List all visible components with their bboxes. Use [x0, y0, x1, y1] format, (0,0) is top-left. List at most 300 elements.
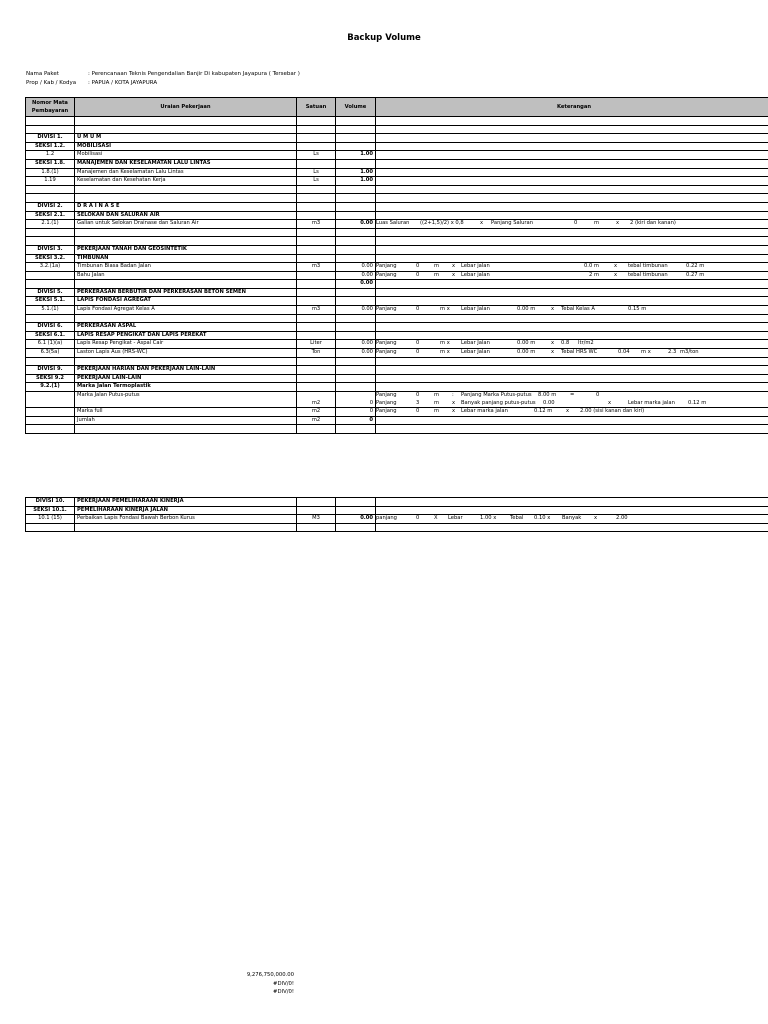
uraian-cell: Laston Lapis Aus (HRS-WC)	[75, 349, 297, 358]
table-row	[26, 297, 768, 306]
meta-label: Nama Paket	[26, 71, 59, 77]
satuan-cell: m2	[297, 416, 336, 425]
satuan-cell	[297, 392, 336, 400]
header-nomor: Nomor Mata Pembayaran	[26, 98, 75, 117]
nomor-cell: DIVISI 1.	[26, 134, 75, 143]
volume-cell	[336, 357, 376, 366]
volume-cell: 0	[336, 408, 376, 417]
volume-cell	[336, 228, 376, 237]
satuan-cell	[297, 288, 336, 297]
satuan-cell	[297, 383, 336, 392]
keterangan-token: x	[452, 271, 456, 278]
volume-cell	[336, 297, 376, 306]
satuan-cell: Ls	[297, 151, 336, 160]
table-row	[26, 366, 768, 375]
uraian-cell: PEKERJAAN PEMELIHARAAN KINERJA	[75, 498, 297, 507]
uraian-cell: Lapis Resap Pengikat - Aspal Cair	[75, 340, 297, 349]
keterangan-token: 0	[416, 408, 420, 415]
keterangan-token: m x	[440, 340, 450, 347]
satuan-cell	[297, 125, 336, 134]
keterangan-token: Panjang	[376, 263, 397, 270]
uraian-cell	[75, 228, 297, 237]
table-row	[26, 202, 768, 211]
keterangan-token: 8.00 m	[538, 392, 557, 398]
table-row	[26, 306, 768, 315]
volume-cell	[336, 288, 376, 297]
nomor-cell: SEKSI 3.2.	[26, 254, 75, 263]
satuan-cell	[297, 185, 336, 194]
keterangan-token: ltr/m2	[578, 340, 594, 347]
satuan-cell: M3	[297, 515, 336, 524]
nomor-cell: DIVISI 9.	[26, 366, 75, 375]
keterangan-token: m	[434, 392, 440, 398]
keterangan-cell	[376, 498, 768, 507]
table-row	[26, 383, 768, 392]
nomor-cell	[26, 237, 75, 246]
table-row	[26, 349, 768, 358]
volume-cell	[336, 125, 376, 134]
keterangan-token: x	[452, 263, 456, 270]
nomor-cell: SEKSI 1.2.	[26, 142, 75, 151]
keterangan-token: Lebar Jalan	[461, 306, 490, 313]
keterangan-token: m	[434, 263, 440, 270]
satuan-cell	[297, 506, 336, 515]
table-row	[26, 331, 768, 340]
volume-cell: 0	[336, 400, 376, 408]
keterangan-cell	[376, 515, 768, 524]
satuan-cell	[297, 194, 336, 203]
uraian-cell: PERKERASAN BERBUTIR DAN PERKERASAN BETON SEMEN	[75, 288, 297, 297]
keterangan-cell	[376, 142, 768, 151]
keterangan-cell	[376, 228, 768, 237]
uraian-cell	[75, 117, 297, 126]
table-row	[26, 263, 768, 272]
nomor-cell	[26, 425, 75, 434]
keterangan-cell	[376, 357, 768, 366]
nomor-cell	[26, 408, 75, 417]
table-row	[26, 288, 768, 297]
keterangan-token: 0	[416, 392, 420, 398]
keterangan-token: 0.8	[561, 340, 570, 347]
keterangan-token: Banyak panjang putus-putus	[461, 399, 536, 406]
table-row	[26, 194, 768, 203]
keterangan-token: 0.12 m	[688, 399, 707, 406]
keterangan-token: panjang	[376, 515, 397, 522]
keterangan-token: Lebar	[448, 515, 463, 522]
table-row	[26, 220, 768, 229]
table-row	[26, 237, 768, 246]
keterangan-cell	[376, 383, 768, 392]
uraian-cell: Keselamatan dan Kesehatan Kerja	[75, 177, 297, 186]
uraian-cell	[75, 400, 297, 408]
uraian-cell: D R A I N A S E	[75, 202, 297, 211]
table-header	[26, 98, 768, 117]
keterangan-cell	[376, 280, 768, 289]
table-row	[26, 280, 768, 289]
keterangan-token: 2.00 (sisi kanan dan kiri)	[580, 408, 645, 415]
keterangan-cell	[376, 185, 768, 194]
volume-cell	[336, 211, 376, 220]
table-row	[26, 498, 768, 507]
keterangan-cell	[376, 366, 768, 375]
uraian-cell	[75, 194, 297, 203]
keterangan-token: m	[434, 271, 440, 278]
nomor-cell: SEKSI 2.1.	[26, 211, 75, 220]
nomor-cell	[26, 228, 75, 237]
keterangan-cell	[376, 288, 768, 297]
uraian-cell	[75, 125, 297, 134]
keterangan-token: tebal timbunan	[628, 271, 668, 278]
uraian-cell: Marka Jalan Termoplastik	[75, 383, 297, 392]
nomor-cell	[26, 117, 75, 126]
table-row	[26, 125, 768, 134]
keterangan-token: Panjang	[376, 306, 397, 313]
satuan-cell: m2	[297, 408, 336, 417]
volume-cell: 0.00	[336, 220, 376, 229]
uraian-cell	[75, 237, 297, 246]
volume-cell	[336, 523, 376, 532]
uraian-cell: LAPIS RESAP PENGIKAT DAN LAPIS PEREKAT	[75, 331, 297, 340]
keterangan-token: m3/ton	[680, 349, 699, 356]
keterangan-token: 0.15 m	[628, 306, 647, 313]
volume-cell	[336, 506, 376, 515]
keterangan-token: x	[551, 306, 555, 313]
satuan-cell	[297, 228, 336, 237]
keterangan-token: :	[452, 392, 454, 398]
uraian-cell: PEKERJAAN HARIAN DAN PEKERJAAN LAIN-LAIN	[75, 366, 297, 375]
uraian-cell: Galian untuk Selokan Drainase dan Saluran Air	[75, 220, 297, 229]
keterangan-token: x	[452, 399, 456, 406]
nomor-cell: DIVISI 5.	[26, 288, 75, 297]
keterangan-token: Panjang	[376, 392, 397, 398]
satuan-cell	[297, 237, 336, 246]
volume-cell	[336, 392, 376, 400]
uraian-cell: PERKERASAN ASPAL	[75, 323, 297, 332]
keterangan-cell	[376, 506, 768, 515]
keterangan-cell	[376, 271, 768, 280]
keterangan-token: x	[551, 349, 555, 356]
keterangan-token: 0.22 m	[686, 263, 705, 270]
uraian-cell: U M U M	[75, 134, 297, 143]
footer-totals	[246, 971, 294, 997]
keterangan-token: Lebar Jalan	[461, 340, 490, 347]
uraian-cell: PEKERJAAN LAIN-LAIN	[75, 374, 297, 383]
satuan-cell: m3	[297, 220, 336, 229]
keterangan-cell	[376, 297, 768, 306]
keterangan-token: m	[434, 408, 440, 415]
keterangan-token: 2 (kiri dan kanan)	[630, 220, 676, 227]
volume-cell: 1.00	[336, 177, 376, 186]
nomor-cell: 6.3(5a)	[26, 349, 75, 358]
uraian-cell: Mobilisasi	[75, 151, 297, 160]
keterangan-token: 0.00 m	[517, 340, 536, 347]
volume-cell: 0.00	[336, 263, 376, 272]
header-satuan: Satuan	[297, 98, 336, 117]
uraian-cell: TIMBUNAN	[75, 254, 297, 263]
table-row	[26, 151, 768, 160]
table-row	[26, 340, 768, 349]
keterangan-token: Tebal	[510, 515, 524, 522]
volume-cell	[336, 134, 376, 143]
satuan-cell	[297, 331, 336, 340]
keterangan-token: m x	[440, 306, 450, 313]
table-row	[26, 425, 768, 434]
keterangan-token: Lebar jalan	[461, 271, 490, 278]
keterangan-token: Lebar marka jalan	[461, 408, 508, 415]
nomor-cell: 1.19	[26, 177, 75, 186]
keterangan-cell	[376, 254, 768, 263]
nomor-cell	[26, 523, 75, 532]
satuan-cell	[297, 159, 336, 168]
satuan-cell: m2	[297, 400, 336, 408]
nomor-cell	[26, 280, 75, 289]
keterangan-token: Lebar marka jalan	[628, 399, 675, 406]
volume-cell	[336, 366, 376, 375]
volume-cell	[336, 254, 376, 263]
nomor-cell: SEKSI 10.1.	[26, 506, 75, 515]
satuan-cell	[297, 202, 336, 211]
keterangan-cell	[376, 211, 768, 220]
uraian-cell: Jumlah	[75, 416, 297, 425]
meta-value: : PAPUA / KOTA JAYAPURA	[88, 80, 158, 86]
keterangan-cell	[376, 151, 768, 160]
meta-label: Prop / Kab / Kodya	[26, 80, 77, 86]
keterangan-cell	[376, 220, 768, 229]
keterangan-cell	[376, 374, 768, 383]
table-row	[26, 271, 768, 280]
nomor-cell: 6.1 (1)(a)	[26, 340, 75, 349]
uraian-cell	[75, 314, 297, 323]
satuan-cell	[297, 254, 336, 263]
volume-table-2	[25, 497, 768, 532]
keterangan-token: 0.00 m	[517, 349, 536, 356]
volume-cell	[336, 159, 376, 168]
table-row	[26, 374, 768, 383]
uraian-cell: Perbaikan Lapis Fondasi Bawah Berbon Kurus	[75, 515, 297, 524]
nomor-cell: 1.2	[26, 151, 75, 160]
nomor-cell	[26, 125, 75, 134]
keterangan-cell	[376, 177, 768, 186]
satuan-cell: Ton	[297, 349, 336, 358]
keterangan-token: x	[594, 515, 598, 522]
satuan-cell: m3	[297, 306, 336, 315]
keterangan-cell	[376, 523, 768, 532]
uraian-cell: Marka Jalan Putus-putus	[75, 392, 297, 400]
table-row	[26, 357, 768, 366]
keterangan-token: 0.0 m	[584, 263, 599, 270]
keterangan-cell	[376, 340, 768, 349]
table-row	[26, 400, 768, 408]
nomor-cell: 9.2.(1)	[26, 383, 75, 392]
keterangan-cell	[376, 349, 768, 358]
footer-error: #DIV/0!	[273, 980, 294, 987]
keterangan-token: Panjang	[376, 408, 397, 415]
nomor-cell	[26, 271, 75, 280]
satuan-cell	[297, 211, 336, 220]
nomor-cell: DIVISI 6.	[26, 323, 75, 332]
nomor-cell: SEKSI 1.8.	[26, 159, 75, 168]
satuan-cell	[297, 245, 336, 254]
volume-cell	[336, 202, 376, 211]
keterangan-token: 2 m	[589, 271, 600, 278]
volume-cell	[336, 314, 376, 323]
volume-table	[25, 97, 768, 434]
keterangan-cell	[376, 168, 768, 177]
table-row	[26, 506, 768, 515]
volume-cell	[336, 498, 376, 507]
keterangan-token: m x	[440, 349, 450, 356]
keterangan-token: Panjang	[376, 349, 397, 356]
table-row	[26, 245, 768, 254]
uraian-cell	[75, 185, 297, 194]
table-row	[26, 159, 768, 168]
nomor-cell: 1.8.(1)	[26, 168, 75, 177]
keterangan-token: 0	[416, 340, 420, 347]
volume-cell	[336, 323, 376, 332]
satuan-cell	[297, 297, 336, 306]
keterangan-token: x	[614, 271, 618, 278]
keterangan-token: Lebar Jalan	[461, 349, 490, 356]
table-row	[26, 416, 768, 425]
keterangan-cell	[376, 425, 768, 434]
nomor-cell	[26, 357, 75, 366]
table-row	[26, 185, 768, 194]
table-row	[26, 323, 768, 332]
table-row	[26, 142, 768, 151]
uraian-cell	[75, 523, 297, 532]
uraian-cell: Marka full	[75, 408, 297, 417]
nomor-cell	[26, 185, 75, 194]
table-row	[26, 392, 768, 400]
nomor-cell: 3.2.(1a)	[26, 263, 75, 272]
satuan-cell	[297, 323, 336, 332]
keterangan-token: 0.00	[543, 399, 555, 406]
keterangan-token: Banyak	[562, 515, 582, 522]
satuan-cell	[297, 498, 336, 507]
keterangan-token: 0	[416, 271, 420, 278]
keterangan-token: 0.12 m	[534, 408, 553, 415]
keterangan-token: 0.27 m	[686, 271, 705, 278]
volume-cell	[336, 194, 376, 203]
keterangan-token: x	[452, 408, 456, 415]
satuan-cell	[297, 425, 336, 434]
table-row	[26, 515, 768, 524]
footer-error: #DIV/0!	[273, 989, 294, 995]
volume-cell	[336, 142, 376, 151]
keterangan-token: x	[566, 408, 570, 415]
nomor-cell: SEKSI 9.2	[26, 374, 75, 383]
keterangan-token: 0	[416, 515, 420, 522]
volume-cell	[336, 383, 376, 392]
keterangan-token: 0	[416, 349, 420, 356]
keterangan-token: 0.04	[618, 349, 630, 356]
volume-cell	[336, 374, 376, 383]
volume-cell	[336, 425, 376, 434]
table-row	[26, 314, 768, 323]
nomor-cell: DIVISI 10.	[26, 498, 75, 507]
volume-cell	[336, 117, 376, 126]
keterangan-cell	[376, 331, 768, 340]
nomor-cell: SEKSI 5.1.	[26, 297, 75, 306]
keterangan-token: x	[616, 220, 620, 227]
uraian-cell: PEMELIHARAAN KINERJA JALAN	[75, 506, 297, 515]
meta-nama-paket	[26, 71, 300, 77]
keterangan-token: x	[480, 220, 484, 227]
satuan-cell	[297, 142, 336, 151]
table-row	[26, 523, 768, 532]
keterangan-cell	[376, 314, 768, 323]
keterangan-cell	[376, 263, 768, 272]
uraian-cell: Manajemen dan Keselamatan Lalu Lintas	[75, 168, 297, 177]
keterangan-token: Panjang	[376, 271, 397, 278]
keterangan-token: 0.00 m	[517, 306, 536, 313]
uraian-cell: Timbunan Biasa Badan Jalan	[75, 263, 297, 272]
volume-cell: 0.00	[336, 306, 376, 315]
uraian-cell: Bahu Jalan	[75, 271, 297, 280]
keterangan-cell	[376, 323, 768, 332]
keterangan-token: Luas Saluran	[376, 220, 410, 227]
keterangan-token: Panjang Saluran	[491, 220, 534, 227]
nomor-cell: SEKSI 6.1.	[26, 331, 75, 340]
volume-cell: 0.00	[336, 271, 376, 280]
volume-cell: 1.00	[336, 168, 376, 177]
uraian-cell: PEKERJAAN TANAH DAN GEOSINTETIK	[75, 245, 297, 254]
volume-cell: 0	[336, 416, 376, 425]
uraian-cell	[75, 357, 297, 366]
keterangan-token: 2.00	[616, 515, 628, 522]
header-uraian: Uraian Pekerjaan	[75, 98, 297, 117]
keterangan-token: m	[594, 220, 600, 227]
satuan-cell	[297, 134, 336, 143]
keterangan-token: Panjang	[376, 340, 397, 347]
page-title: Backup Volume	[347, 33, 421, 43]
keterangan-cell	[376, 134, 768, 143]
satuan-cell: Ls	[297, 177, 336, 186]
satuan-cell	[297, 271, 336, 280]
keterangan-token: Lebar jalan	[461, 263, 490, 270]
nomor-cell: 10.1 (15)	[26, 515, 75, 524]
satuan-cell	[297, 523, 336, 532]
volume-cell: 0.00	[336, 340, 376, 349]
keterangan-token: 0	[596, 392, 600, 398]
keterangan-cell	[376, 416, 768, 425]
keterangan-token: 3	[416, 399, 420, 406]
volume-cell	[336, 185, 376, 194]
keterangan-cell	[376, 392, 768, 400]
keterangan-token: Panjang	[376, 399, 397, 406]
satuan-cell	[297, 280, 336, 289]
keterangan-token: Tebal HRS WC	[561, 349, 598, 356]
keterangan-token: tebal timbunan	[628, 263, 668, 270]
uraian-cell: MANAJEMEN DAN KESELAMATAN LALU LINTAS	[75, 159, 297, 168]
header-volume: Volume	[336, 98, 376, 117]
header-keterangan: Keterangan	[376, 98, 768, 117]
volume-cell: 0.00	[336, 349, 376, 358]
volume-cell: 0.00	[336, 280, 376, 289]
keterangan-token: m x	[641, 349, 651, 356]
satuan-cell	[297, 357, 336, 366]
meta-value: : Perencanaan Teknis Pengendalian Banjir Di kabupaten Jayapura ( Tersebar )	[88, 71, 300, 77]
nomor-cell	[26, 400, 75, 408]
keterangan-token: =	[570, 392, 575, 398]
keterangan-token: 0.10 x	[534, 515, 551, 522]
meta-prop	[26, 80, 157, 86]
keterangan-token: 0	[574, 220, 578, 227]
nomor-cell	[26, 194, 75, 203]
table-row	[26, 254, 768, 263]
keterangan-token: 0	[416, 263, 420, 270]
footer-total: 9,276,750,000.00	[246, 972, 294, 978]
